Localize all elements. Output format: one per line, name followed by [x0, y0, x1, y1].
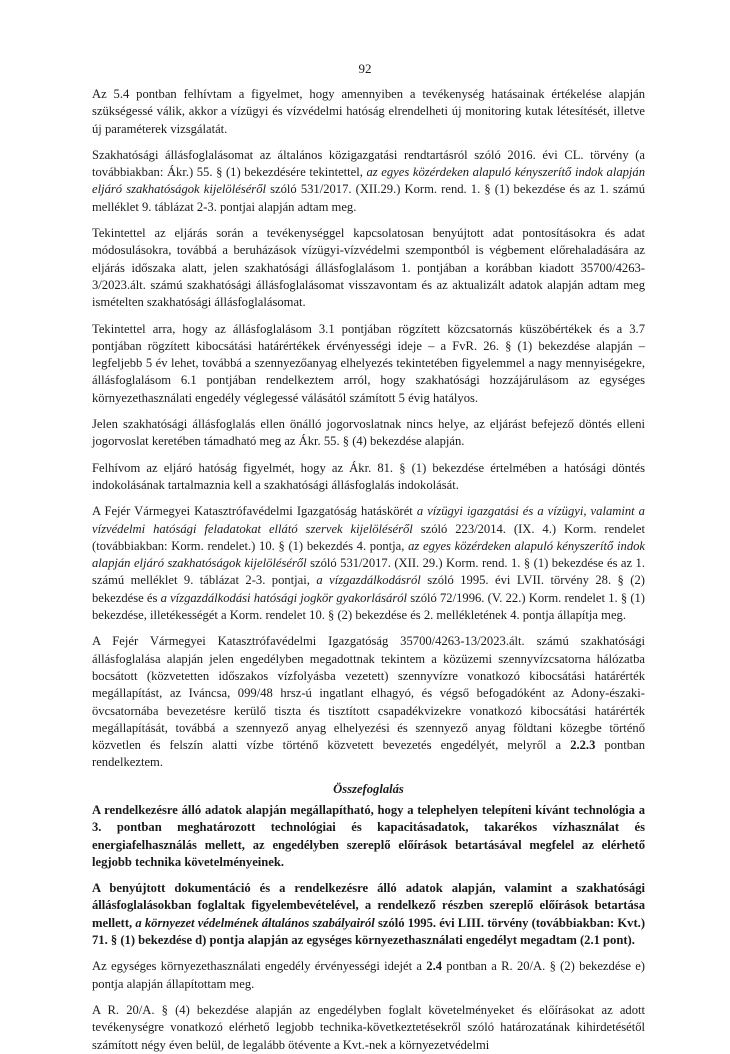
section-heading: Összefoglalás — [333, 781, 404, 796]
paragraph — [92, 86, 645, 138]
paragraph — [92, 1002, 645, 1054]
paragraph — [92, 225, 645, 311]
text-run: 2.4 — [426, 959, 443, 974]
text-run: szóló 531/2017. (XII.29.) Korm. rend. 1. § (1) bekezdése és az 1. számú melléklet 9. táblázat 2-3. pontjai alapján adtam meg. — [92, 182, 645, 214]
text-run: Az egységes környezethasználati engedély érvényességi idejét a — [92, 959, 427, 974]
text-run: a vízügyi igazgatási és a vízügyi, valamint a vízvédelmi hatósági feladatokat ellátó szervek kijelöléséről — [92, 504, 645, 536]
body-paragraphs — [92, 86, 645, 772]
text-run: A Fejér Vármegyei Katasztrófavédelmi Igazgatóság 35700/4263-13/2023.ált. számú szakhatósági állásfoglalása alapján jelen engedélyben megadottnak tekintem a közüzemi szennyvízcsatorna hálózatba bocsátott (közvetetten időszakos vízfolyásba vezetett) szennyvízre vonatkozó kibocsátási határérték megállapítást, az Iváncsa, 099/48 hrsz-ú ingatlant elhagyó, és végső befogadóként az Adony-északi-övcsatornába bevezetésre kerülő tiszta és tisztított csapadékvizekre vonatkozó kibocsátási határérték megállapítását, továbbá a szennyező anyag elhelyezési és szennyező anyag földtani közegbe történő közvetlen és felszín alatti vízbe történő közvetett bevezetés engedélyét, melyről a — [92, 634, 645, 753]
page-number: 92 — [358, 61, 372, 76]
text-run: a környezet védelmének általános szabályairól — [135, 915, 375, 930]
paragraph — [92, 958, 645, 993]
text-run: szóló 1995. évi LVII. törvény 28. § (2) bekezdése és — [92, 573, 645, 605]
text-run: a vízgazdálkodásról — [316, 573, 421, 588]
paragraph — [92, 802, 645, 871]
paragraph — [92, 321, 645, 407]
paragraph — [92, 633, 645, 771]
text-run: Szakhatósági állásfoglalásomat az általános közigazgatási rendtartásról szóló 2016. évi CL. törvény (a továbbiakban: Ákr.) 55. § (1) bekezdésére tekintettel, — [92, 147, 645, 180]
text-run: szóló 72/1996. (V. 22.) Korm. rendelet 1. § (1) bekezdése, illetékességét a Korm. rendelet 10. § (2) bekezdése és 2. mellékletének 4. pontja állapítja meg. — [92, 590, 646, 623]
paragraph — [92, 416, 645, 451]
text-run: pontban rendelkeztem. — [92, 738, 645, 770]
paragraph — [92, 503, 645, 624]
text-run: 2.2.3 — [570, 738, 596, 753]
text-run: A benyújtott dokumentáció és a rendelkezésre álló adatok alapján, valamint a szakhatósági állásfoglalásokban foglaltak figyelembevételével, a rendelkező részben szereplő előírások betartása mellett, — [92, 881, 645, 930]
text-run: Tekintettel az eljárás során a tevékenységgel kapcsolatosan benyújtott adat pontosításokra és adat módosulásokra, továbbá a beruházások vízügyi-vízvédelmi szempontból is végbement előrehaladására az eljárás időszaka alatt, jelen szakhatósági állásfoglalásom 1. pontjában a korábban kiadott 35700/4263-3/2023.ált. számú szakhatósági állásfoglalásomat visszavontam és az aktualizált adatok alapján adtam meg ismételten szakhatósági állásfoglalásomat. — [92, 226, 645, 310]
summary-paragraphs — [92, 802, 645, 1054]
text-run: a vízgazdálkodási hatósági jogkör gyakorlásáról — [160, 590, 408, 605]
text-run: szóló 1995. évi LIII. törvény (továbbiakban: Kvt.) 71. § (1) bekezdése d) pontja alapján az egységes környezethasználati engedélyt megadtam (2.1 pont). — [92, 915, 646, 948]
document-body — [92, 86, 645, 1054]
paragraph — [92, 880, 645, 949]
text-run: az egyes közérdeken alapuló kényszerítő indok alapján eljáró szakhatóságok kijelöléséről — [92, 538, 646, 571]
text-run: szóló 531/2017. (XII. 29.) Korm. rend. 1. § (1) bekezdése és az 1. számú melléklet 9. táblázat 2-3. pontjai, — [92, 556, 646, 588]
text-run: Tekintettel arra, hogy az állásfoglalásom 3.1 pontjában rögzített közcsatornás küszöbértékek és a 3.7 pontjában rögzített kibocsátási határértékek érvényességi ideje – a FvR. 26. § (1) bekezdése alapján – legfeljebb 5 év lehet, továbbá a szennyezőanyag elhelyezés tekintetében figyelemmel a nagy mennyiségekre, állásfoglalásom 6.1 pontjában rendelkeztem arról, hogy szakhatósági hozzájárulásom az egységes környezethasználati engedély véglegessé válásától számított 5 évig hatályos. — [92, 321, 645, 405]
text-run: Jelen szakhatósági állásfoglalás ellen önálló jogorvoslatnak nincs helye, az eljárást befejező döntés elleni jogorvoslat keretében támadható meg az Ákr. 55. § (4) bekezdése alapján. — [92, 417, 645, 449]
paragraph — [92, 460, 645, 495]
paragraph — [92, 147, 645, 216]
text-run: A R. 20/A. § (4) bekezdése alapján az engedélyben foglalt követelményeket és előírásokat az adott tevékenységre vonatkozó elérhető legjobb technika-következtetésekről szóló határozatának kihirdetésétől számított négy éven belül, de legalább ötévente a Kvt.-nek a környezetvédelmi — [92, 1002, 645, 1052]
text-run: A rendelkezésre álló adatok alapján megállapítható, hogy a telephelyen telepíteni kívánt technológia a 3. pontban meghatározott technológiai és kapacitásadatok, takarékos vízhasználat és energiafelhasználás mellett, az engedélyben szereplő előírások betartásával megfelel az elérhető legjobb technika követelményeinek. — [92, 802, 645, 869]
text-run: Az 5.4 pontban felhívtam a figyelmet, hogy amennyiben a tevékenység hatásainak értékelése alapján szükségessé válik, akkor a vízügyi és vízvédelmi hatóság elrendelheti új monitoring kutak létesítését, illetve új paraméterek vizsgálatát. — [92, 87, 645, 136]
text-run: A Fejér Vármegyei Katasztrófavédelmi Igazgatóság hatáskörét — [92, 504, 417, 519]
text-run: pontban a R. 20/A. § (2) bekezdése e) pontja alapján állapítottam meg. — [92, 959, 645, 991]
text-run: szóló 223/2014. (IX. 4.) Korm. rendelet (továbbiakban: Korm. rendelet.) 10. § (1) bekezdés 4. pontja, — [92, 521, 645, 553]
text-run: az egyes közérdeken alapuló kényszerítő indok alapján eljáró szakhatóságok kijelöléséről — [92, 165, 646, 197]
text-run: Felhívom az eljáró hatóság figyelmét, hogy az Ákr. 81. § (1) bekezdése értelmében a hatósági döntés indokolásának tartalmaznia kell a szakhatósági állásfoglalás indokolását. — [92, 460, 645, 492]
